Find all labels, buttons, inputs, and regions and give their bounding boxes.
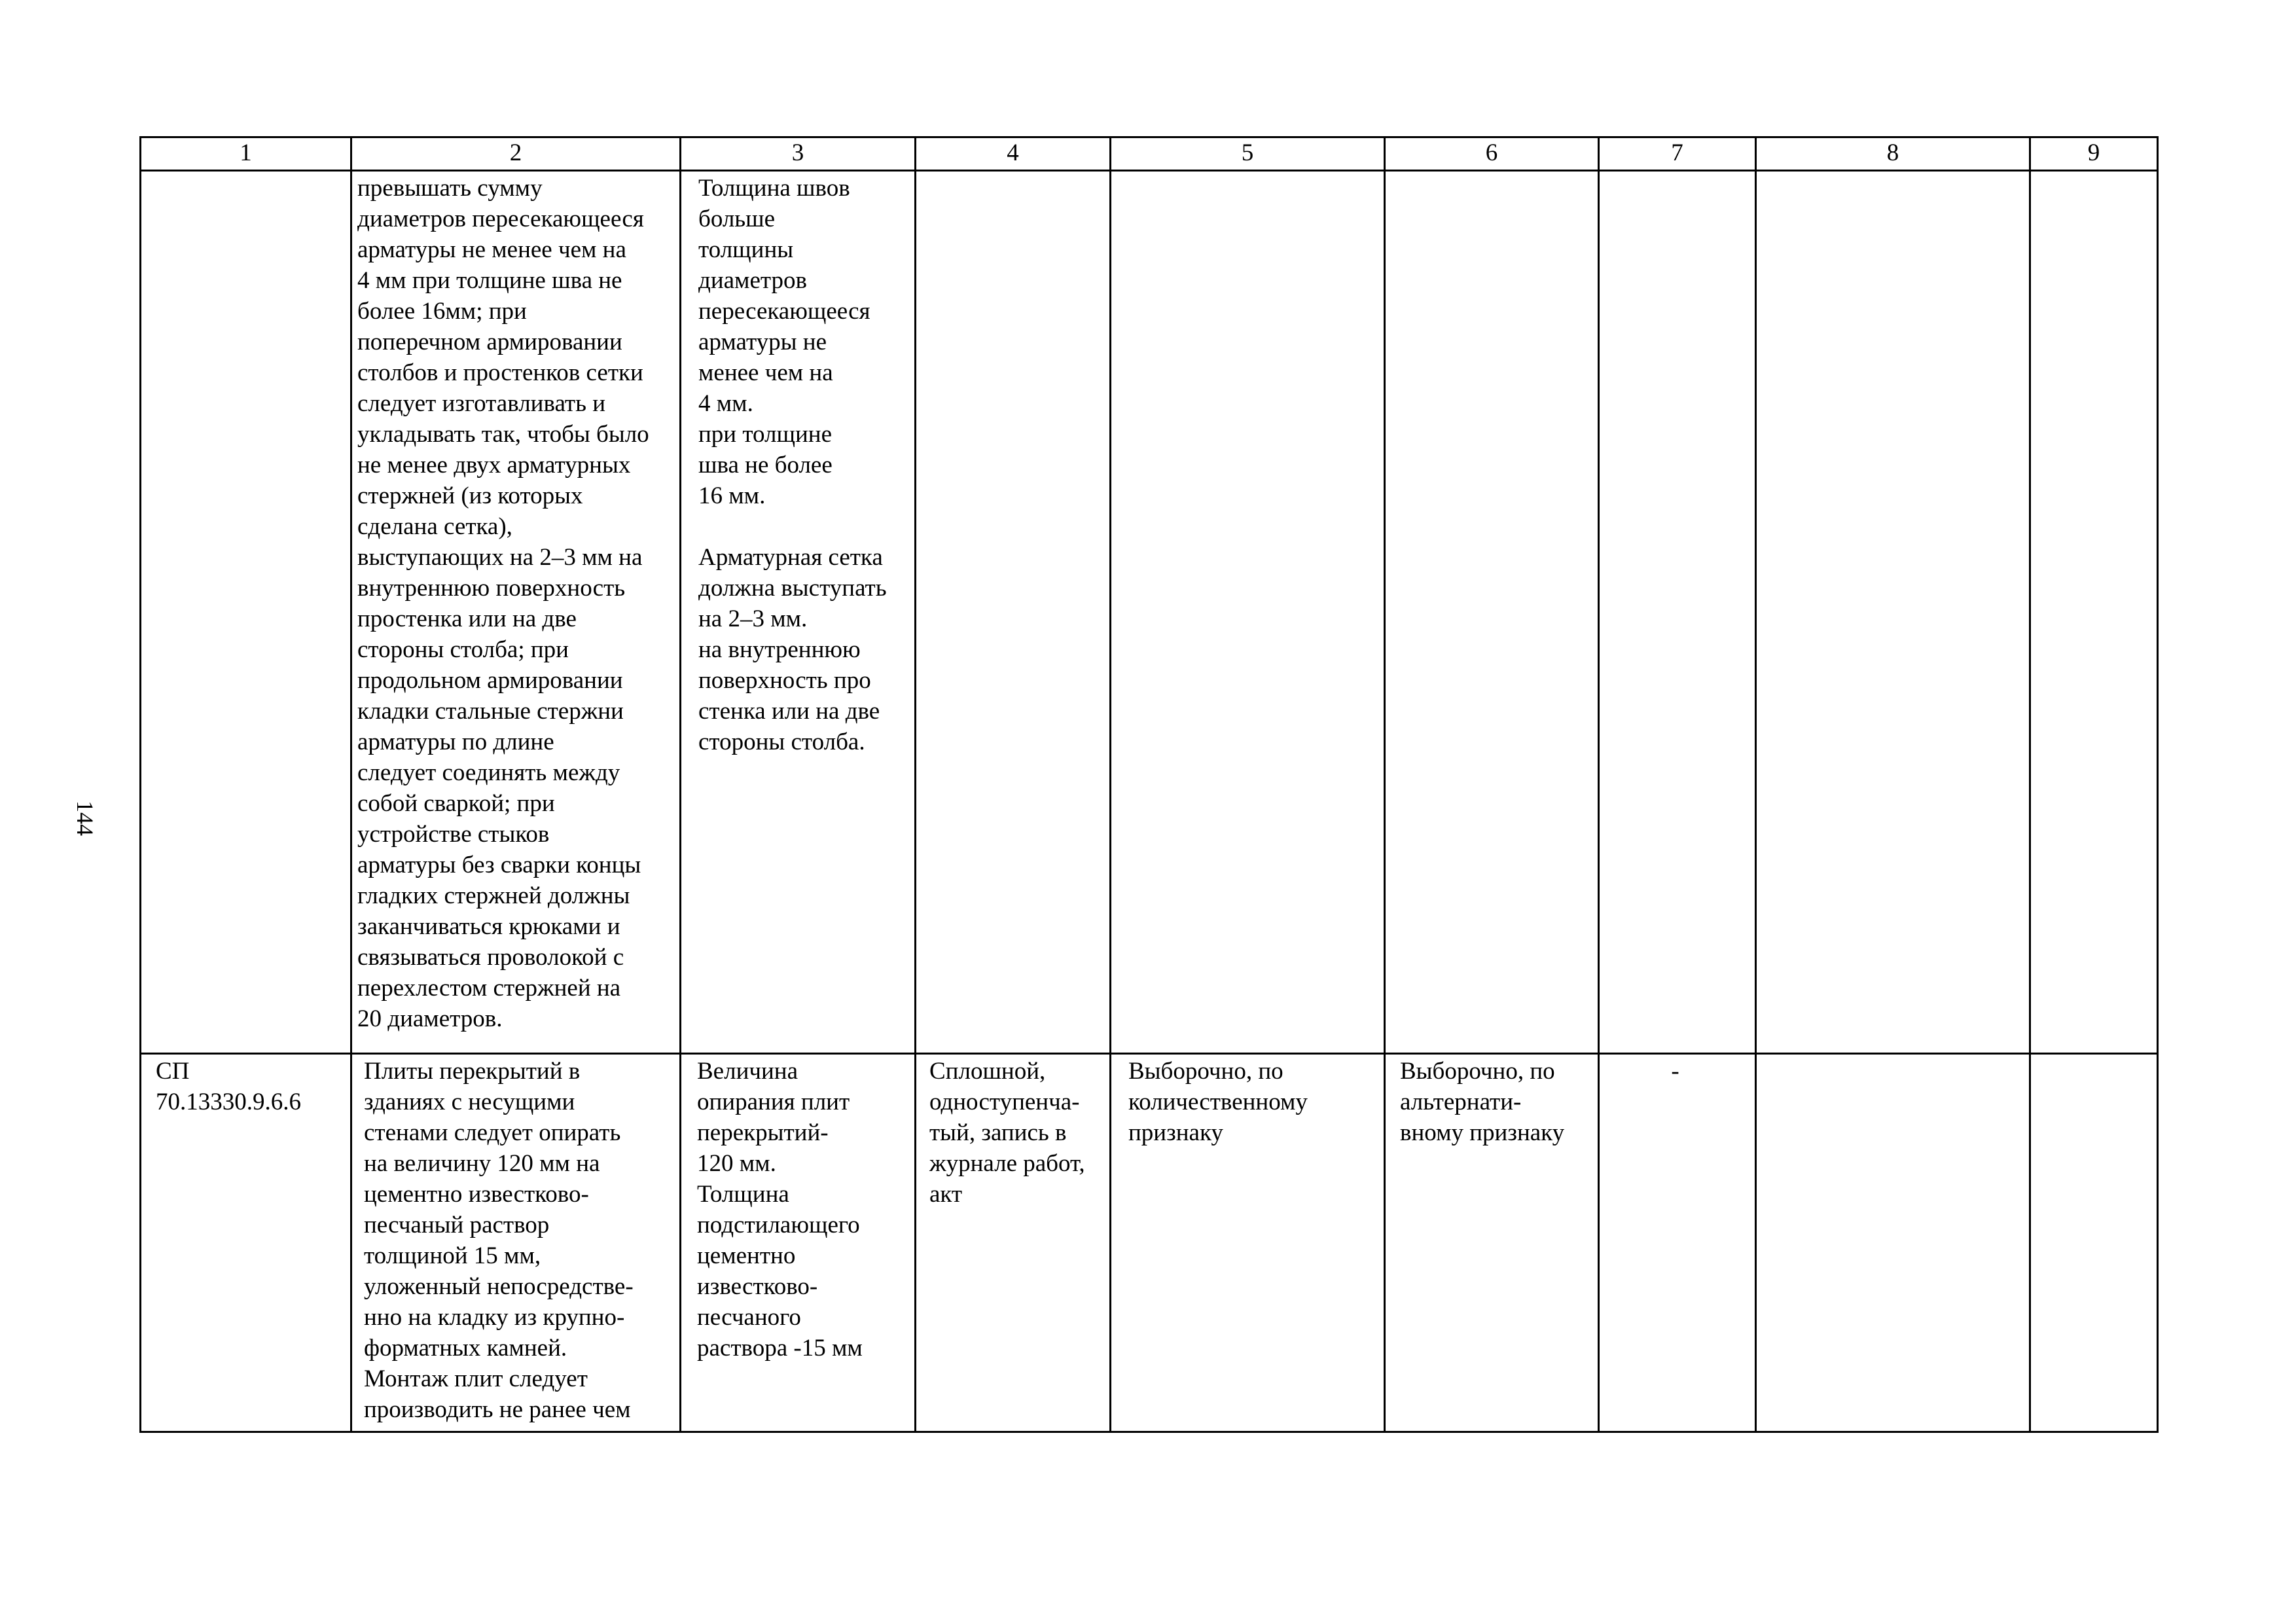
cell-controlled-parameter <box>681 1054 916 1432</box>
cell-requirement-ref <box>141 171 351 1054</box>
cell-text: превышать сумму диаметров пересекающееся арматуры не менее чем на 4 мм при толщине шва не более 16мм; при поперечном армировании столбов и простенков сетки следует изготавливать и укладывать так, чтобы было не менее двух арматурных стержней (из которых сделана сетка), выступающих на 2–3 мм на внутреннюю поверхность простенка или на две стороны столба; при продольном армировании кладки стальные стержни арматуры по длине следует соединять между собой сваркой; при устройстве стыков арматуры без сварки концы гладких стержней должны заканчиваться крюками и связываться проволокой с перехлестом стержней на 20 диаметров. <box>357 175 649 1032</box>
column-header-9: 9 <box>2030 137 2158 171</box>
cell-sampling-5 <box>1111 1054 1385 1432</box>
cell-sampling-6 <box>1385 1054 1599 1432</box>
cell-text <box>1757 171 2029 174</box>
cell-text <box>141 171 350 174</box>
column-header-7: 7 <box>1599 137 1756 171</box>
cell-controlled-parameter <box>681 171 916 1054</box>
cell-text <box>1757 1055 2029 1057</box>
cell-text: Выборочно, по количественному признаку <box>1128 1058 1308 1146</box>
cell-text: Плиты перекрытий в зданиях с несущими стенами следует опирать на величину 120 мм на цементно известково- песчаный раствор толщиной 15 мм, уложенный непосредстве- нно на кладку из крупно- форматных камней. Монтаж плит следует производить не ранее чем <box>364 1058 634 1423</box>
cell-text: Выборочно, по альтернати- вному признаку <box>1400 1058 1565 1146</box>
column-header-1: 1 <box>141 137 351 171</box>
cell-sampling-6 <box>1385 171 1599 1054</box>
cell-text <box>1111 171 1384 174</box>
cell-col-9 <box>2030 1054 2158 1432</box>
column-header-2: 2 <box>351 137 681 171</box>
column-header-5: 5 <box>1111 137 1385 171</box>
cell-requirement-ref <box>141 1054 351 1432</box>
cell-col-8 <box>1756 171 2030 1054</box>
column-header-row <box>141 137 2158 171</box>
cell-control-method <box>916 171 1111 1054</box>
column-header-3: 3 <box>681 137 916 171</box>
cell-control-method <box>916 1054 1111 1432</box>
table-row <box>141 171 2158 1054</box>
column-header-6: 6 <box>1385 137 1599 171</box>
cell-col-7 <box>1599 171 1756 1054</box>
cell-text: - <box>1671 1058 1679 1085</box>
cell-text: Толщина швов больше толщины диаметров пересекающееся арматуры не менее чем на 4 мм. при толщине шва не более 16 мм. Арматурная сетка должна выступать на 2–3 мм. на внутреннюю поверхность про стенка или на две стороны столба. <box>698 175 887 755</box>
page-number: 144 <box>72 801 98 836</box>
table-row <box>141 1054 2158 1432</box>
cell-text <box>1386 171 1598 174</box>
cell-requirement-text <box>351 171 681 1054</box>
column-header-8: 8 <box>1756 137 2030 171</box>
inspection-table <box>139 136 2159 1433</box>
cell-sampling-5 <box>1111 171 1385 1054</box>
cell-text <box>1600 171 1755 174</box>
cell-text: Сплошной, одноступенча- тый, запись в журнале работ, акт <box>929 1058 1085 1208</box>
cell-text: СП 70.13330.9.6.6 <box>156 1058 301 1115</box>
cell-requirement-text <box>351 1054 681 1432</box>
column-header-4: 4 <box>916 137 1111 171</box>
cell-text <box>2031 171 2157 174</box>
cell-col-7 <box>1599 1054 1756 1432</box>
cell-col-8 <box>1756 1054 2030 1432</box>
cell-text: Величина опирания плит перекрытий- 120 мм. Толщина подстилающего цементно известково- песчаного раствора -15 мм <box>697 1058 863 1362</box>
cell-text <box>916 171 1109 174</box>
cell-text <box>2031 1055 2157 1057</box>
cell-col-9 <box>2030 171 2158 1054</box>
